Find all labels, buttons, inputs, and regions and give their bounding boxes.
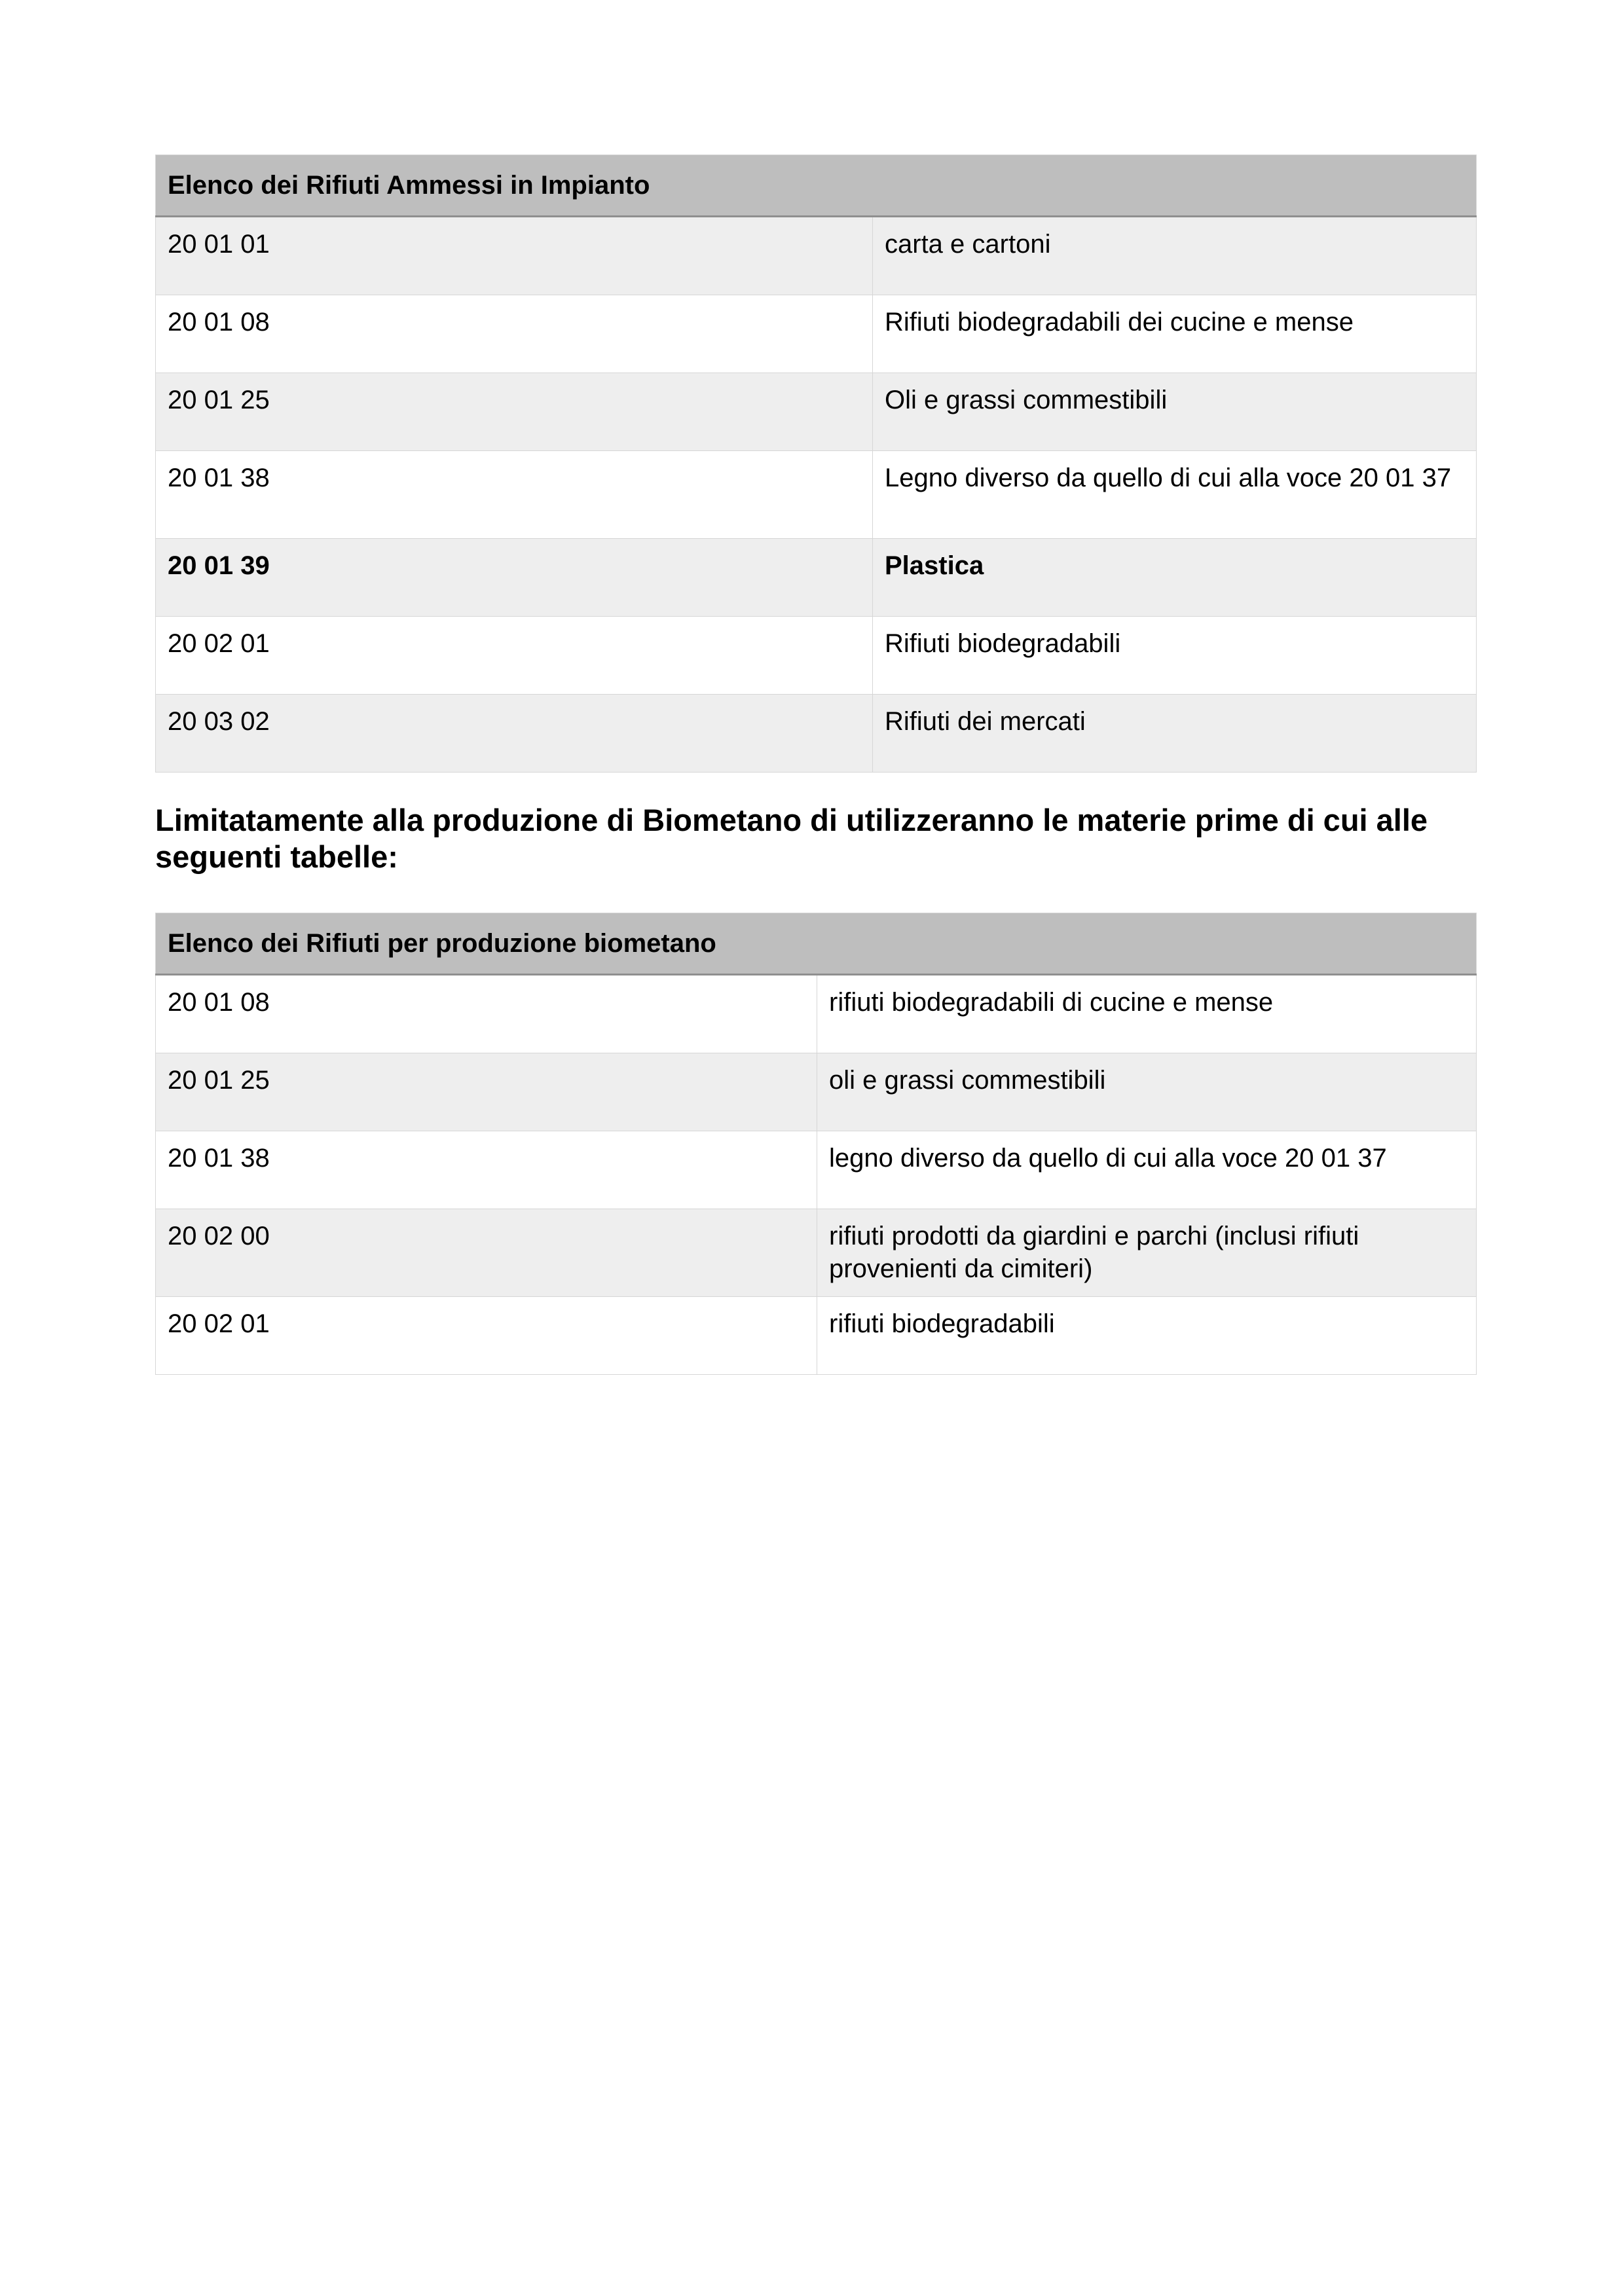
table-row xyxy=(156,1297,1477,1375)
table-row xyxy=(156,975,1477,1053)
waste-description: rifiuti biodegradabili di cucine e mense xyxy=(817,975,1477,1053)
waste-description: rifiuti biodegradabili xyxy=(817,1297,1477,1375)
table-row xyxy=(156,1131,1477,1209)
waste-description: legno diverso da quello di cui alla voce 20 01 37 xyxy=(817,1131,1477,1209)
waste-description: Rifiuti biodegradabili dei cucine e mense xyxy=(873,295,1477,373)
table-title-row xyxy=(156,913,1477,975)
table-rifiuti-ammessi xyxy=(155,155,1477,773)
table-rifiuti-biometano xyxy=(155,913,1477,1375)
waste-code: 20 03 02 xyxy=(156,695,873,773)
table-row xyxy=(156,1053,1477,1131)
waste-code: 20 01 01 xyxy=(156,217,873,295)
waste-code: 20 01 38 xyxy=(156,1131,817,1209)
waste-description: rifiuti prodotti da giardini e parchi (inclusi rifiuti provenienti da cimiteri) xyxy=(817,1209,1477,1297)
waste-code: 20 01 25 xyxy=(156,1053,817,1131)
waste-description: Legno diverso da quello di cui alla voce 20 01 37 xyxy=(873,451,1477,539)
table-row xyxy=(156,1209,1477,1297)
waste-description: Rifiuti dei mercati xyxy=(873,695,1477,773)
waste-code: 20 02 00 xyxy=(156,1209,817,1297)
table-title-row xyxy=(156,155,1477,217)
table-row xyxy=(156,373,1477,451)
table-row xyxy=(156,295,1477,373)
table-row xyxy=(156,217,1477,295)
waste-description: oli e grassi commestibili xyxy=(817,1053,1477,1131)
waste-code: 20 01 08 xyxy=(156,975,817,1053)
table-row xyxy=(156,539,1477,617)
waste-description: carta e cartoni xyxy=(873,217,1477,295)
table-title: Elenco dei Rifiuti Ammessi in Impianto xyxy=(156,155,1477,217)
waste-code: 20 01 39 xyxy=(156,539,873,617)
table-row xyxy=(156,695,1477,773)
table-title: Elenco dei Rifiuti per produzione biometano xyxy=(156,913,1477,975)
waste-code: 20 01 38 xyxy=(156,451,873,539)
waste-code: 20 01 08 xyxy=(156,295,873,373)
waste-description: Oli e grassi commestibili xyxy=(873,373,1477,451)
waste-description: Rifiuti biodegradabili xyxy=(873,617,1477,695)
waste-code: 20 02 01 xyxy=(156,617,873,695)
waste-code: 20 01 25 xyxy=(156,373,873,451)
table-row xyxy=(156,617,1477,695)
waste-code: 20 02 01 xyxy=(156,1297,817,1375)
waste-description: Plastica xyxy=(873,539,1477,617)
table-row xyxy=(156,451,1477,539)
intro-paragraph: Limitatamente alla produzione di Biometano di utilizzeranno le materie prime di cui alle seguenti tabelle: xyxy=(155,803,1428,874)
